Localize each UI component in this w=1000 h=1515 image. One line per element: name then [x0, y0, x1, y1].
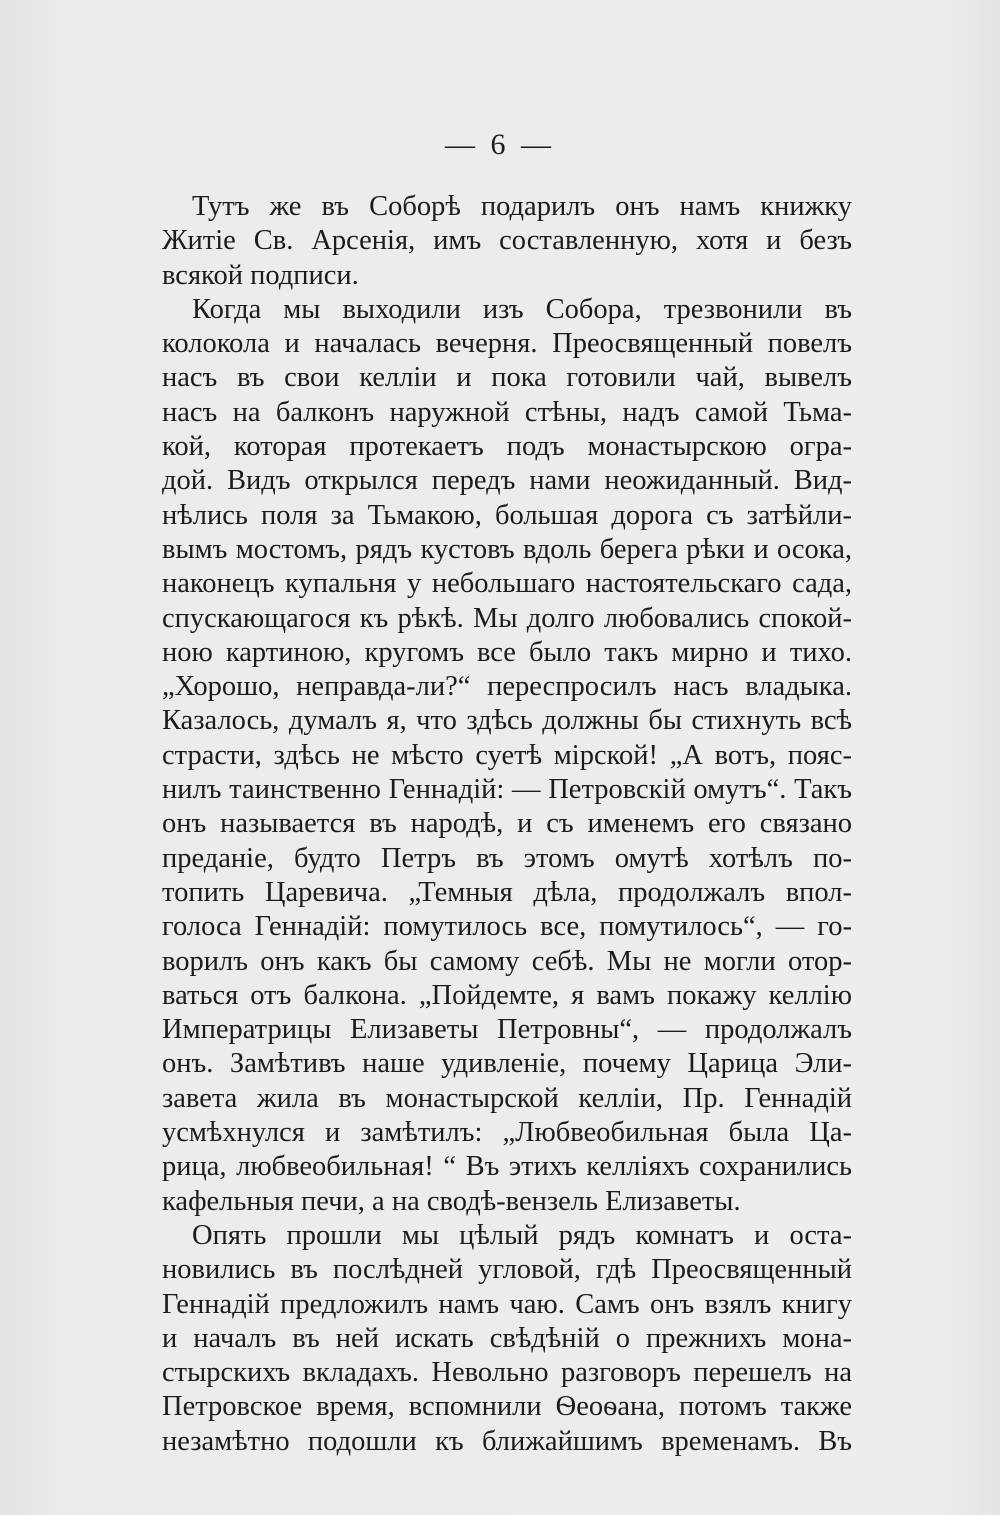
- text-line: страсти, здѣсь не мѣсто суетѣ мірской! „А вотъ, пояс-: [162, 739, 852, 771]
- text-line: онъ называется въ народѣ, и съ именемъ его связано: [162, 808, 852, 840]
- text-line: преданіе, будто Петръ въ этомъ омутѣ хотѣлъ по-: [162, 842, 852, 874]
- text-line: топить Царевича. „Темныя дѣла, продолжалъ впол-: [162, 876, 852, 908]
- text-line: насъ на балконъ наружной стѣны, надъ самой Тьма-: [162, 396, 852, 428]
- text-line: колокола и началась вечерня. Преосвященный повелъ: [162, 328, 852, 360]
- text-line: новились въ послѣдней угловой, гдѣ Преосвященный: [162, 1254, 852, 1286]
- text-line: ворилъ онъ какъ бы самому себѣ. Мы не могли отор-: [162, 945, 852, 977]
- text-line: голоса Геннадій: помутилось все, помутилось“, — го-: [162, 911, 852, 943]
- text-line: Императрицы Елизаветы Петровны“, — продолжалъ: [162, 1014, 852, 1046]
- text-line: насъ въ свои келліи и пока готовили чай, вывелъ: [162, 362, 852, 394]
- text-line: кафельныя печи, а на сводѣ-вензель Елизаветы.: [162, 1185, 741, 1217]
- text-line: Тутъ же въ Соборѣ подарилъ онъ намъ книжку: [192, 191, 852, 222]
- text-line: спускающагося къ рѣкѣ. Мы долго любовались спокой-: [162, 602, 852, 634]
- text-line: Казалось, думалъ я, что здѣсь должны бы стихнуть всѣ: [162, 705, 852, 737]
- text-line: вымъ мостомъ, рядъ кустовъ вдоль берега рѣки и осока,: [162, 533, 852, 565]
- text-line: ною картиною, кругомъ все было такъ мирно и тихо.: [162, 636, 852, 668]
- text-line: незамѣтно подошли къ ближайшимъ временамъ. Въ: [162, 1425, 852, 1457]
- text-line: стырскихъ вкладахъ. Невольно разговоръ перешелъ на: [162, 1357, 852, 1389]
- text-line: Когда мы выходили изъ Собора, трезвонили въ: [192, 293, 852, 325]
- text-line: онъ. Замѣтивъ наше удивленіе, почему Царица Эли-: [162, 1048, 852, 1080]
- text-line: рица, любвеобильная! “ Въ этихъ келліяхъ сохранились: [162, 1151, 852, 1183]
- text-line: Житіе Св. Арсенія, имъ составленную, хотя и безъ: [162, 225, 852, 257]
- text-line: Опять прошли мы цѣлый рядъ комнатъ и оста-: [192, 1219, 852, 1251]
- paragraph: [162, 1219, 852, 1459]
- text-line: наконецъ купальня у небольшаго настоятельскаго сада,: [162, 568, 852, 600]
- text-line: Геннадій предложилъ намъ чаю. Самъ онъ взялъ книгу: [162, 1288, 852, 1320]
- text-line: всякой подписи.: [162, 259, 359, 291]
- paragraph: [162, 190, 852, 293]
- text-line: нѣлись поля за Тьмакою, большая дорога съ затѣйли-: [162, 499, 852, 531]
- text-line: „Хорошо, неправда-ли?“ переспросилъ насъ владыка.: [162, 671, 852, 703]
- text-line: Петровское время, вспомнили Ѳеоѳана, потомъ также: [162, 1391, 852, 1423]
- text-line: и началъ въ ней искать свѣдѣній о прежнихъ мона-: [162, 1322, 852, 1354]
- text-line: ваться отъ балкона. „Пойдемте, я вамъ покажу келлію: [162, 979, 852, 1011]
- text-line: усмѣхнулся и замѣтилъ: „Любвеобильная была Ца-: [162, 1117, 852, 1149]
- page-number: — 6 —: [445, 128, 555, 161]
- text-line: кой, которая протекаетъ подъ монастырскою огра-: [162, 431, 852, 463]
- text-line: дой. Видъ открылся передъ нами неожиданный. Вид-: [162, 465, 852, 497]
- body-text: [162, 190, 852, 1459]
- text-line: нилъ таинственно Геннадій: — Петровскій омутъ“. Такъ: [162, 774, 852, 806]
- text-line: завета жила въ монастырской келліи, Пр. Геннадій: [162, 1082, 852, 1114]
- paragraph: [162, 293, 852, 1219]
